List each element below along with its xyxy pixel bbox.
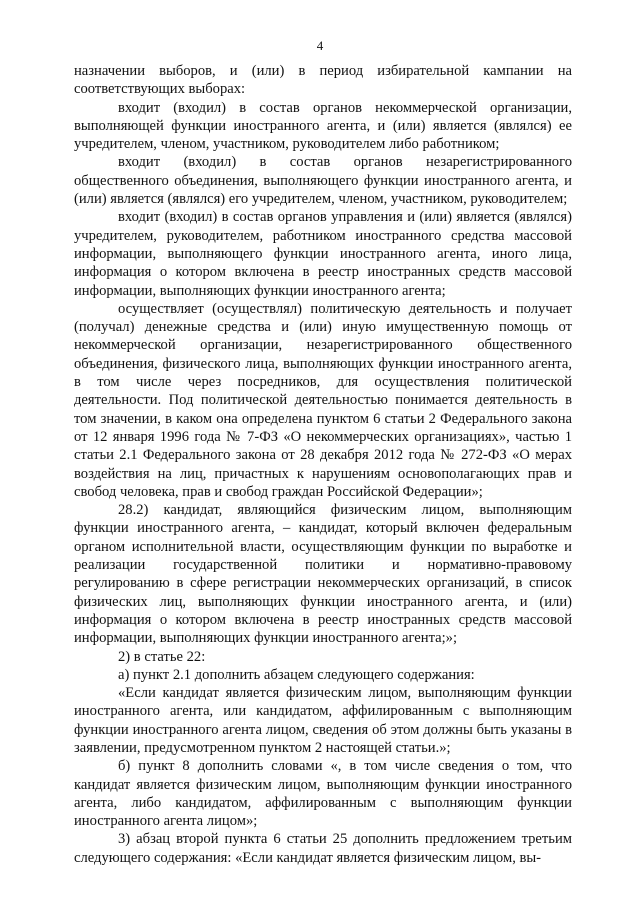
paragraph: входит (входил) в состав органов некоммерческой организации, выполняющей функции иностранного агента, и (или) является (являлся) ее учредителем, членом, участником, руководителем либо работником;: [74, 99, 572, 153]
paragraph: входит (входил) в состав органов незарегистрированного общественного объединения, выполняющего функции иностранного агента, и (или) является (являлся) его учредителем, членом, участником, руководителем;: [74, 154, 572, 208]
document-body: [74, 62, 572, 867]
paragraph: а) пункт 2.1 дополнить абзацем следующего содержания:: [118, 666, 475, 683]
paragraph: 28.2) кандидат, являющийся физическим лицом, выполняющим функции иностранного агента, – кандидат, который включен федеральным органом исполнительной власти, осуществляющим функции по выработке и реализации государственной политики и нормативно-правовому регулированию в сфере регистрации некоммерческих организаций, в список физических лиц, выполняющих функции иностранного агента, и (или) информация о котором включена в реестр иностранных средств массовой информации, выполняющих функции иностранного агента;»;: [74, 502, 572, 647]
paragraph: осуществляет (осуществлял) политическую деятельность и получает (получал) денежные средства и (или) иную имущественную помощь от некоммерческой организации, незарегистрированного общественного объединения, физического лица, выполняющих функции иностранного агента, в том числе через посредников, для осуществления политической деятельности. Под политической деятельностью понимается деятельность в том значении, в каком она определена пунктом 6 статьи 2 Федерального закона от 12 января 1996 года № 7-ФЗ «О некоммерческих организациях», частью 1 статьи 2.1 Федерального закона от 28 декабря 2012 года № 272-ФЗ «О мерах воздействия на лиц, причастных к нарушениям основополагающих прав и свобод человека, прав и свобод граждан Российской Федерации»;: [74, 300, 572, 500]
paragraph: «Если кандидат является физическим лицом, выполняющим функции иностранного агента, или кандидатом, аффилированным с выполняющим функции иностранного агента лицом, сведения об этом должны быть указаны в заявлении, предусмотренном пунктом 2 настоящей статьи.»;: [74, 685, 572, 756]
page-number: 4: [316, 38, 324, 53]
paragraph: 3) абзац второй пункта 6 статьи 25 дополнить предложением третьим следующего содержания: «Если кандидат является физическим лицом, вы-: [74, 831, 572, 866]
paragraph: 2) в статье 22:: [118, 648, 206, 665]
paragraph: назначении выборов, и (или) в период избирательной кампании на соответствующих выборах:: [74, 63, 572, 98]
paragraph: входит (входил) в состав органов управления и (или) является (являлся) учредителем, руководителем, работником иностранного средства массовой информации, выполняющего функции иностранного агента, иного лица, информация о котором включена в реестр иностранных средств массовой информации, выполняющих функции иностранного агента;: [74, 209, 572, 299]
paragraph: б) пункт 8 дополнить словами «, в том числе сведения о том, что кандидат является физическим лицом, выполняющим функции иностранного агента, либо кандидатом, аффилированным с выполняющим функции иностранного агента лицом»;: [74, 758, 572, 830]
